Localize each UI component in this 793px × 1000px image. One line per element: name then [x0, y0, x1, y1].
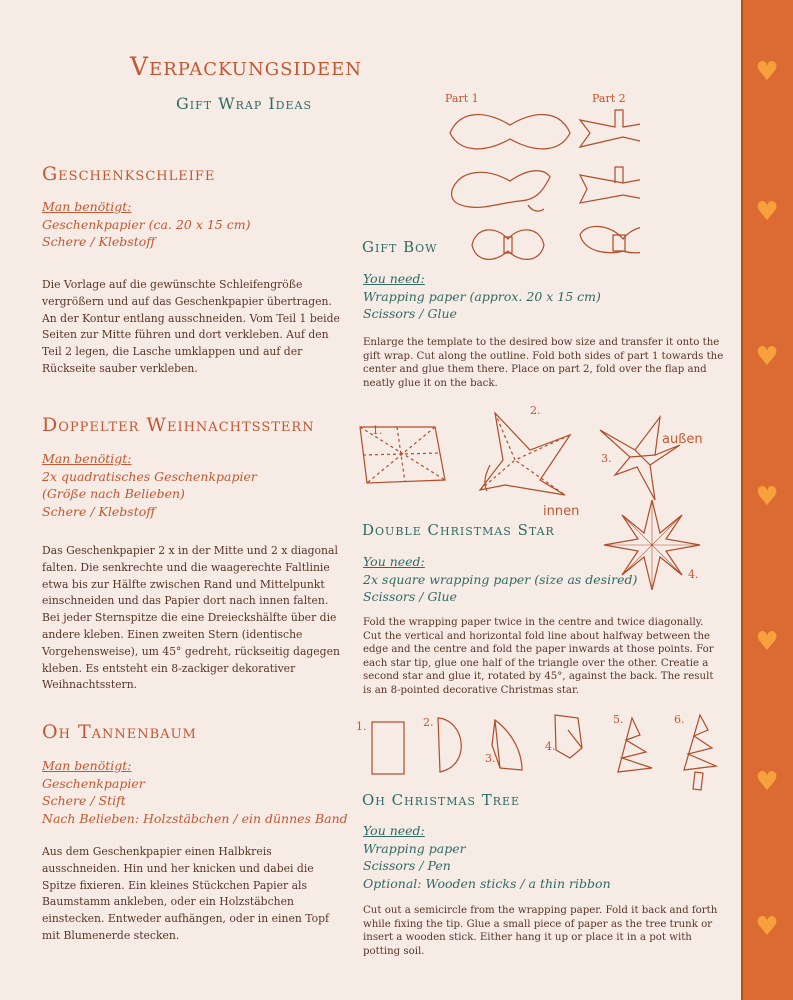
tree-heading-de: Oh Tannenbaum — [42, 721, 197, 743]
bow-part2-label: Part 2 — [592, 92, 626, 105]
star-step-label: 1. — [372, 424, 383, 437]
tree-step-label: 1. — [356, 720, 367, 733]
needs-item: Geschenkpapier (ca. 20 x 15 cm) — [42, 216, 251, 232]
heart-icon: ♥ — [755, 197, 779, 227]
star-body-en: Fold the wrapping paper twice in the centre and twice diagonally. Cut the vertical and horizontal fold line about halfway between the edge and the centre and fold the paper inwards at those points. For each star tip, glue one half of the triangle over the other. Creatie a second star and glue it, rotated by 45°, against the back. The result is an 8-pointed decorative Christmas star. — [363, 617, 714, 696]
tree-body-en: Cut out a semicircle from the wrapping paper. Fold it back and forth while fixing the tip. Glue a small piece of paper as the tree trunk or insert a wooden stick. Either hang it up or place it in a pot with potting soil. — [363, 905, 718, 957]
tree-heading-en: Oh Christmas Tree — [362, 791, 521, 809]
needs-item: Optional: Wooden sticks / a thin ribbon — [363, 875, 611, 891]
needs-item: Schere / Klebstoff — [42, 234, 156, 249]
gift-bow-heading-de: Geschenkschleife — [42, 163, 216, 185]
gift-bow-needs-de — [42, 198, 250, 251]
tree-step-label: 6. — [674, 713, 685, 726]
needs-label: You need: — [363, 823, 425, 838]
needs-item: Schere / Stift — [42, 793, 126, 808]
tree-step-label: 4. — [545, 740, 556, 753]
needs-item: Wrapping paper — [363, 840, 466, 856]
needs-item: Geschenkpapier — [42, 775, 145, 791]
gift-bow-needs-en — [363, 270, 601, 323]
needs-item: (Größe nach Belieben) — [42, 486, 185, 501]
star-needs-de — [42, 450, 257, 520]
tree-step-label: 2. — [423, 716, 434, 729]
heart-icon: ♥ — [755, 767, 779, 797]
tree-needs-en — [363, 822, 611, 892]
star-step-label: 4. — [688, 568, 699, 581]
star-heading-de: Doppelter Weihnachtsstern — [42, 414, 315, 436]
bow-part1-label: Part 1 — [445, 92, 479, 105]
gift-bow-body-de: Die Vorlage auf die gewünschte Schleifengröße vergrößern und auf das Geschenkpapier übertragen. An der Kontur entlang ausschneiden. Vom Teil 1 beide Seiten zur Mitte führen und dort verkleben. Auf den Teil 2 legen, die Lasche umklappen und auf der Rückseite sauber verkleben. — [42, 278, 340, 375]
needs-item: Schere / Klebstoff — [42, 503, 156, 519]
heart-icon: ♥ — [755, 627, 779, 657]
star-needs-en — [363, 553, 637, 606]
heart-icon: ♥ — [755, 342, 779, 372]
star-step-label: 3. — [601, 452, 612, 465]
label-outside: außen — [662, 432, 703, 447]
needs-label: Man benötigt: — [42, 199, 132, 214]
tree-illustration — [360, 710, 730, 795]
star-step-label: 2. — [530, 404, 541, 417]
needs-item: Wrapping paper (approx. 20 x 15 cm) — [363, 288, 601, 304]
tree-needs-de — [42, 757, 348, 827]
needs-label: Man benötigt: — [42, 451, 132, 466]
tree-step-label: 5. — [613, 713, 624, 726]
heart-icon: ♥ — [755, 482, 779, 512]
needs-label: You need: — [363, 554, 425, 569]
star-heading-en: Double Christmas Star — [362, 521, 555, 539]
needs-item: 2x square wrapping paper (size as desired) — [363, 571, 638, 587]
bow-illustration — [440, 105, 640, 285]
needs-label: You need: — [363, 271, 425, 286]
label-inside: innen — [543, 504, 580, 519]
tree-body-de: Aus dem Geschenkpapier einen Halbkreis ausschneiden. Hin und her knicken und dabei die Spitze fixieren. Ein kleines Stückchen Papier als Baumstamm ankleben, oder ein Holzstäbchen einstecken. Entweder aufhängen, oder in einen Topf mit Blumenerde stecken. — [42, 845, 329, 942]
heart-icon: ♥ — [755, 912, 779, 942]
gift-bow-body-en: Enlarge the template to the desired bow size and transfer it onto the gift wrap. Cut along the outline. Fold both sides of part 1 towards the center and glue them there. Place on part 2, fold over the flap and neatly glue it on the back. — [363, 337, 724, 389]
star-body-de: Das Geschenkpapier 2 x in der Mitte und 2 x diagonal falten. Die senkrechte und die waagerechte Faltlinie etwa bis zur Hälfte zwischen Rand und Mittelpunkt einschneiden und das Papier dort nach innen falten. Bei jeder Sternspitze die eine Dreieckshälfte über die andere kleben. Einen zweiten Stern (identische Vorgehensweise), um 45° gedreht, rückseitig dagegen kleben. Es entsteht ein 8-zackiger dekorativer Weihnachtsstern. — [42, 544, 340, 692]
needs-item: Scissors / Glue — [363, 306, 457, 321]
tree-step-label: 3. — [485, 752, 496, 765]
gift-bow-heading-en: Gift Bow — [362, 238, 438, 256]
needs-item: Scissors / Glue — [363, 589, 457, 604]
sidebar-edge — [741, 0, 743, 1000]
needs-label: Man benötigt: — [42, 758, 132, 773]
needs-item: Scissors / Pen — [363, 858, 451, 873]
needs-item: Nach Belieben: Holzstäbchen / ein dünnes Band — [42, 810, 348, 826]
heart-icon: ♥ — [755, 57, 779, 87]
page-subtitle: Gift Wrap Ideas — [176, 94, 312, 113]
page-title: Verpackungsideen — [130, 52, 362, 81]
needs-item: 2x quadratisches Geschenkpapier — [42, 468, 257, 484]
